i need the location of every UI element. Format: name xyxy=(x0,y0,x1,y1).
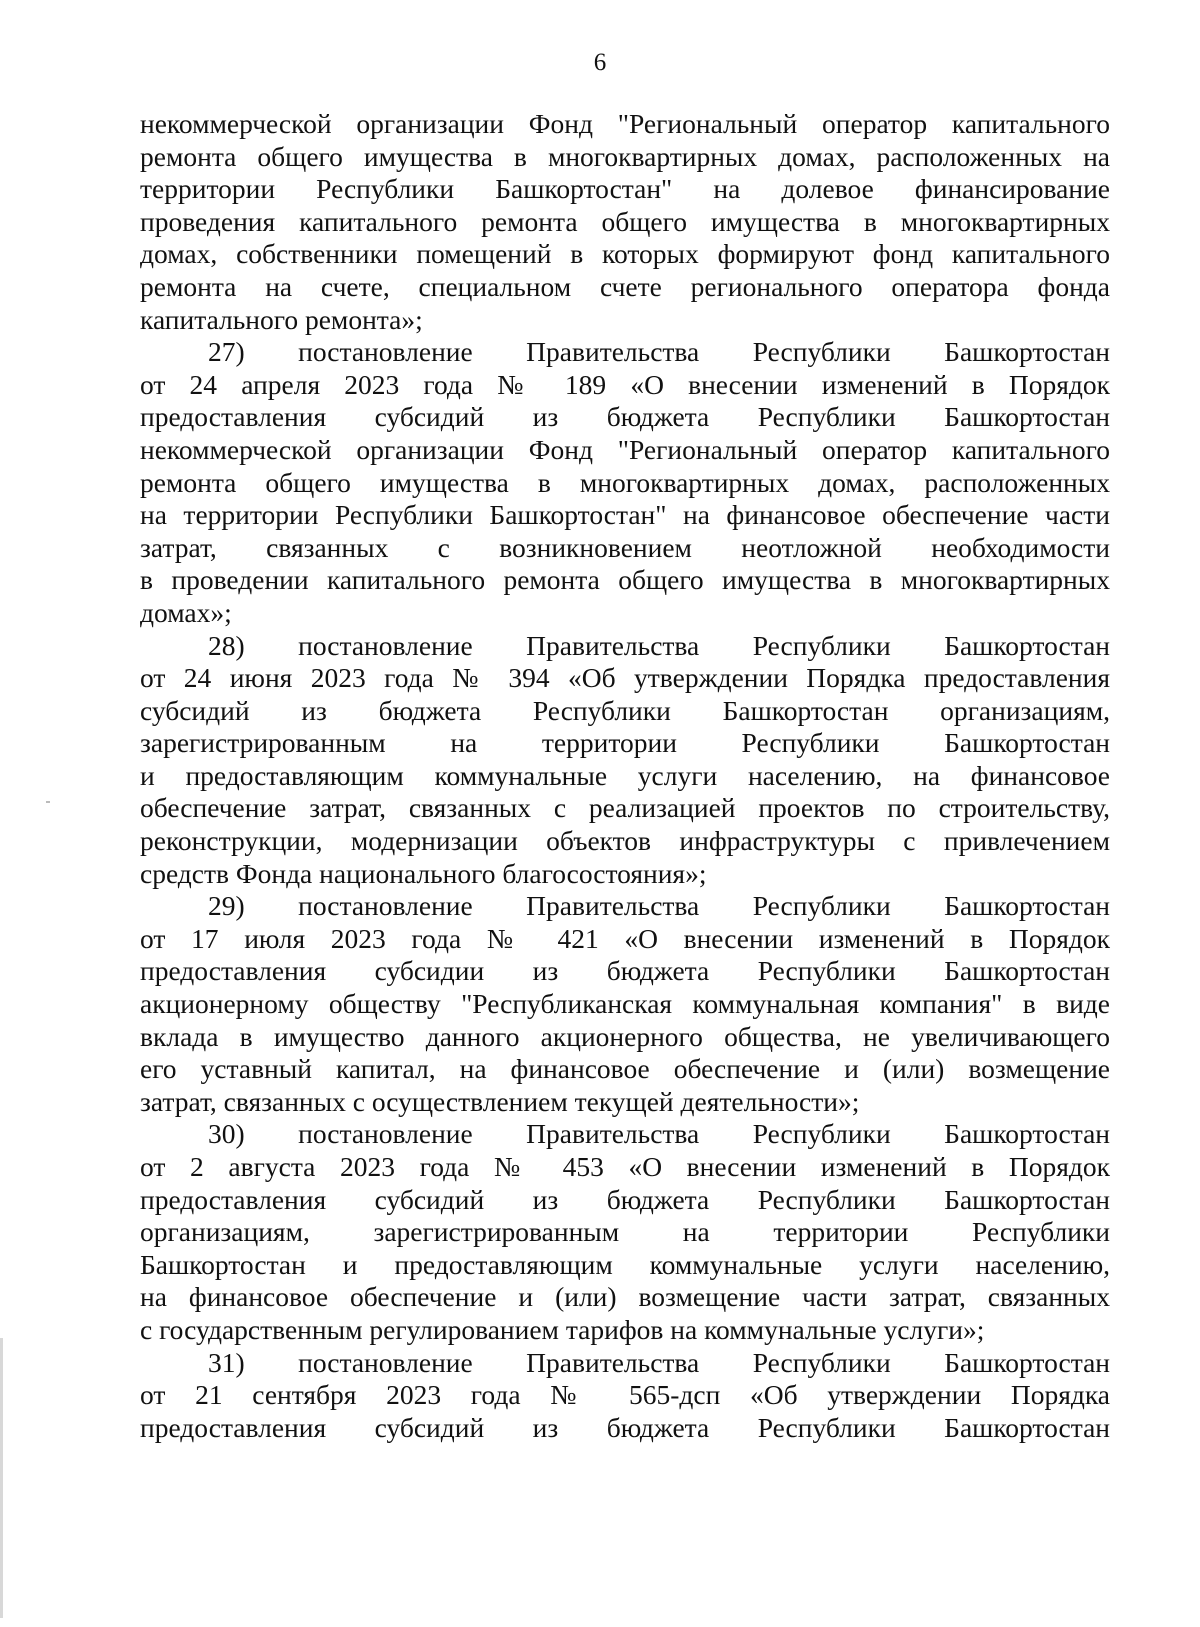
text-line: на финансовое обеспечение и (или) возмещение части затрат, связанных xyxy=(140,1281,1110,1313)
text-line: субсидий из бюджета Республики Башкортостан организациям, xyxy=(140,694,1110,726)
text-line: и предоставляющим коммунальные услуги населению, на финансовое xyxy=(140,759,1110,791)
text-line: акционерному обществу "Республиканская коммунальная компания" в виде xyxy=(140,988,1110,1020)
text-line: предоставления субсидий из бюджета Республики Башкортостан xyxy=(140,401,1110,433)
text-line: обеспечение затрат, связанных с реализацией проектов по строительству, xyxy=(140,792,1110,824)
text-line: некоммерческой организации Фонд "Региональный оператор капитального xyxy=(140,108,1110,139)
scan-speck xyxy=(46,801,50,803)
text-line: в проведении капитального ремонта общего имущества в многоквартирных xyxy=(140,564,1110,596)
text-line: реконструкции, модернизации объектов инфраструктуры с привлечением xyxy=(140,825,1110,857)
text-line: домах»; xyxy=(140,596,232,628)
text-line: вклада в имущество данного акционерного общества, не увеличивающего xyxy=(140,1020,1110,1052)
text-line: 31) постановление Правительства Республики Башкортостан xyxy=(208,1346,1110,1378)
scan-margin-shadow xyxy=(0,1338,3,1618)
text-line: предоставления субсидий из бюджета Республики Башкортостан xyxy=(140,1411,1110,1443)
text-line: средств Фонда национального благосостояния»; xyxy=(140,857,707,889)
text-line: от 21 сентября 2023 года № 565-дсп «Об утверждении Порядка xyxy=(140,1379,1110,1411)
text-line: зарегистрированным на территории Республики Башкортостан xyxy=(140,727,1110,759)
document-body xyxy=(140,108,1110,1444)
text-line: ремонта общего имущества в многоквартирных домах, расположенных xyxy=(140,466,1110,498)
text-line: проведения капитального ремонта общего имущества в многоквартирных xyxy=(140,205,1110,237)
text-line: ремонта общего имущества в многоквартирных домах, расположенных на xyxy=(140,140,1110,172)
text-line: некоммерческой организации Фонд "Региональный оператор капитального xyxy=(140,433,1110,465)
text-line: капитального ремонта»; xyxy=(140,303,423,335)
text-line: 28) постановление Правительства Республики Башкортостан xyxy=(208,629,1110,661)
text-line: организациям, зарегистрированным на территории Республики xyxy=(140,1216,1110,1248)
text-line: ремонта на счете, специальном счете регионального оператора фонда xyxy=(140,270,1110,302)
text-line: от 2 августа 2023 года № 453 «О внесении изменений в Порядок xyxy=(140,1151,1110,1182)
text-line: с государственным регулированием тарифов на коммунальные услуги»; xyxy=(140,1313,985,1345)
page-number: 6 xyxy=(593,49,607,76)
text-line: предоставления субсидий из бюджета Республики Башкортостан xyxy=(140,1183,1110,1215)
text-line: территории Республики Башкортостан" на долевое финансирование xyxy=(140,173,1110,205)
text-line: от 24 июня 2023 года № 394 «Об утверждении Порядка предоставления xyxy=(140,662,1110,694)
text-line: на территории Республики Башкортостан" на финансовое обеспечение части xyxy=(140,499,1110,531)
text-line: от 17 июля 2023 года № 421 «О внесении изменений в Порядок xyxy=(140,922,1110,954)
text-line: 27) постановление Правительства Республики Башкортостан xyxy=(208,336,1110,368)
text-line: Башкортостан и предоставляющим коммунальные услуги населению, xyxy=(140,1248,1110,1280)
text-line: 29) постановление Правительства Республики Башкортостан xyxy=(208,890,1110,922)
text-line: его уставный капитал, на финансовое обеспечение и (или) возмещение xyxy=(140,1053,1110,1085)
text-line: домах, собственники помещений в которых формируют фонд капитального xyxy=(140,238,1110,270)
text-line: затрат, связанных с осуществлением текущей деятельности»; xyxy=(140,1085,860,1117)
text-line: предоставления субсидии из бюджета Республики Башкортостан xyxy=(140,955,1110,987)
text-line: затрат, связанных с возникновением неотложной необходимости xyxy=(140,531,1110,563)
text-line: 30) постановление Правительства Республики Башкортостан xyxy=(208,1118,1110,1150)
text-line: от 24 апреля 2023 года № 189 «О внесении изменений в Порядок xyxy=(140,368,1110,400)
